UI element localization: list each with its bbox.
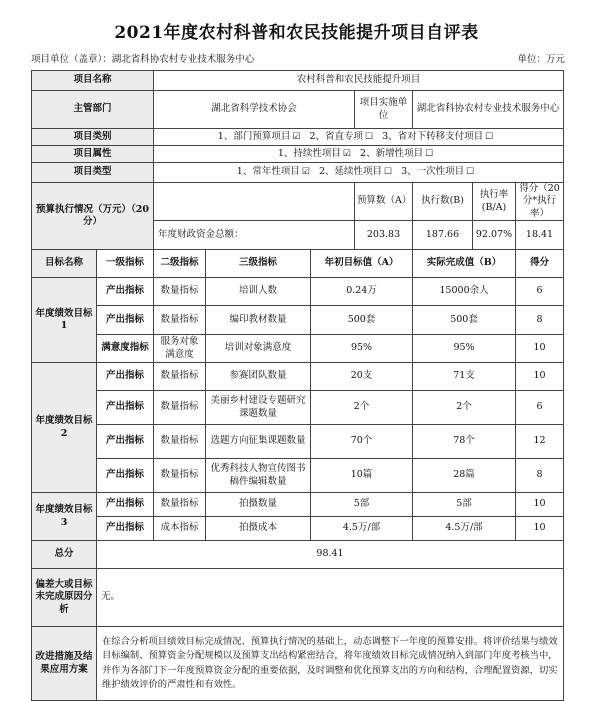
checkbox-checked-icon: ☑: [292, 131, 301, 142]
exec-value: 187.66: [413, 221, 473, 250]
checkbox-empty-icon: ☐: [485, 131, 494, 142]
indicator-lvl1: 产出指标: [97, 391, 154, 425]
indicator-lvl2: 数量指标: [154, 391, 206, 425]
type-option-1: 1、常年性项目: [236, 166, 300, 178]
table-row: [32, 363, 564, 391]
indicator-lvl2: 数量指标: [154, 278, 206, 306]
budget-row-label: 年度财政资金总额：: [154, 221, 355, 250]
improvement-text: 在综合分析项目绩效目标完成情况、预算执行情况的基础上，动态调整下一年度的预算安排。将评价结果与绩效目标编制、预算资金分配规模以及预算支出结构紧密结合，将年度绩效目标完成情况纳入到部门年度考核当中，并作为各部门下一年度预算资金分配的重要依据，及时调整和优化预算支出的方向和结构，合理配置资源，切实维护绩效评价的严肃性和有效性。: [97, 627, 564, 701]
checkbox-checked-icon: ☑: [301, 167, 310, 178]
budget-blank-cell: [154, 183, 355, 221]
row-score: 12: [516, 425, 564, 459]
table-row: [32, 335, 564, 363]
target-value: 0.24万: [311, 278, 413, 306]
goal-name: 年度绩效目标3: [32, 493, 97, 541]
target-value: 20支: [311, 363, 413, 391]
org-line: 项目单位（盖章）：湖北省科协农村专业技术服务中心: [31, 54, 255, 65]
table-row: [32, 391, 564, 425]
indicator-lvl3: 培训人数: [206, 278, 311, 306]
perf-header-actual: 实际完成值（B）: [413, 250, 516, 278]
actual-value: 71支: [413, 363, 516, 391]
impl-label: 项目实施单位: [355, 91, 413, 129]
budget-value: 203.83: [355, 221, 413, 250]
checkbox-checked-icon: ☑: [342, 148, 351, 159]
row-score: 6: [516, 278, 564, 306]
target-value: 10篇: [311, 459, 413, 493]
type-option-3: 3、一次性项目: [401, 166, 465, 178]
row-score: 10: [516, 517, 564, 541]
indicator-lvl3: 美丽乡村建设专题研究课题数量: [206, 391, 311, 425]
total-label: 总分: [32, 541, 97, 569]
score-value: 18.41: [516, 221, 564, 250]
perf-header-target: 年初目标值（A）: [311, 250, 413, 278]
indicator-lvl3: 选题方向征集课题数量: [206, 425, 311, 459]
dept-value: 湖北省科学技术协会: [154, 91, 355, 129]
total-value: 98.41: [97, 541, 564, 569]
table-row: [32, 493, 564, 517]
row-score: 10: [516, 363, 564, 391]
target-value: 95%: [311, 335, 413, 363]
form-title: 2021年度农村科普和农民技能提升项目自评表: [114, 23, 479, 43]
indicator-lvl1: 产出指标: [97, 517, 154, 541]
type-label: 项目类型: [32, 163, 154, 183]
indicator-lvl3: 拍摄数量: [206, 493, 311, 517]
perf-header-lvl3: 三级指标: [206, 250, 311, 278]
table-row: [32, 425, 564, 459]
goal-name: 年度绩效目标2: [32, 363, 97, 493]
checkbox-empty-icon: ☐: [466, 167, 475, 178]
perf-header-goal: 目标名称: [32, 250, 97, 278]
indicator-lvl3: 拍摄成本: [206, 517, 311, 541]
budget-label: 预算执行情况（万元）（20分）: [32, 183, 154, 250]
table-row: [32, 306, 564, 335]
indicator-lvl2: 数量指标: [154, 493, 206, 517]
actual-value: 95%: [413, 335, 516, 363]
perf-header-score: 得分: [516, 250, 564, 278]
target-value: 500套: [311, 306, 413, 335]
attribute-option-2: 2、新增性项目: [360, 147, 424, 159]
target-value: 2个: [311, 391, 413, 425]
actual-value: 5部: [413, 493, 516, 517]
budget-col-score: 得分（20分*执行率）: [516, 183, 564, 221]
budget-col-budget: 预算数（A）: [355, 183, 413, 221]
row-score: 8: [516, 459, 564, 493]
type-options: [154, 163, 564, 183]
indicator-lvl1: 产出指标: [97, 306, 154, 335]
actual-value: 2个: [413, 391, 516, 425]
indicator-lvl1: 满意度指标: [97, 335, 154, 363]
dept-label: 主管部门: [32, 91, 154, 129]
improvement-label: 改进措施及结果应用方案: [32, 627, 97, 701]
budget-col-exec: 执行数(B): [413, 183, 473, 221]
indicator-lvl3: 参赛团队数量: [206, 363, 311, 391]
attribute-label: 项目属性: [32, 146, 154, 163]
impl-value: 湖北省科协农村专业技术服务中心: [413, 91, 564, 129]
goal-name: 年度绩效目标1: [32, 278, 97, 363]
indicator-lvl3: 培训对象满意度: [206, 335, 311, 363]
row-score: 10: [516, 335, 564, 363]
checkbox-empty-icon: ☐: [425, 148, 434, 159]
project-name: 农村科普和农民技能提升项目: [154, 71, 564, 91]
indicator-lvl1: 产出指标: [97, 278, 154, 306]
indicator-lvl2: 数量指标: [154, 459, 206, 493]
unit-line: 单位：万元: [517, 54, 565, 65]
actual-value: 78个: [413, 425, 516, 459]
indicator-lvl3: 编印教材数量: [206, 306, 311, 335]
indicator-lvl1: 产出指标: [97, 425, 154, 459]
actual-value: 15000余人: [413, 278, 516, 306]
target-value: 4.5万/部: [311, 517, 413, 541]
deviation-label: 偏差大或目标未完成原因分析: [32, 569, 97, 627]
row-score: 10: [516, 493, 564, 517]
evaluation-table: [31, 70, 564, 701]
category-options: [154, 129, 564, 146]
target-value: 70个: [311, 425, 413, 459]
row-score: 6: [516, 391, 564, 425]
deviation-text: 无。: [97, 569, 564, 627]
indicator-lvl1: 产出指标: [97, 459, 154, 493]
checkbox-empty-icon: ☐: [384, 167, 393, 178]
table-row: [32, 278, 564, 306]
indicator-lvl2: 数量指标: [154, 363, 206, 391]
indicator-lvl3: 优秀科技人物宣传图书稿件编辑数量: [206, 459, 311, 493]
indicator-lvl1: 产出指标: [97, 493, 154, 517]
indicator-lvl2: 数量指标: [154, 306, 206, 335]
attribute-options: [154, 146, 564, 163]
indicator-lvl2: 服务对象满意度: [154, 335, 206, 363]
actual-value: 4.5万/部: [413, 517, 516, 541]
category-option-2: 2、省直专项: [309, 130, 363, 142]
budget-col-rate: 执行率(B/A): [473, 183, 516, 221]
attribute-option-1: 1、持续性项目: [277, 147, 341, 159]
checkbox-empty-icon: ☐: [365, 131, 374, 142]
actual-value: 28篇: [413, 459, 516, 493]
category-label: 项目类别: [32, 129, 154, 146]
rate-value: 92.07%: [473, 221, 516, 250]
target-value: 5部: [311, 493, 413, 517]
indicator-lvl2: 数量指标: [154, 425, 206, 459]
category-option-1: 1、部门预算项目: [217, 130, 291, 142]
type-option-2: 2、延续性项目: [318, 166, 382, 178]
project-name-label: 项目名称: [32, 71, 154, 91]
perf-header-lvl2: 二级指标: [154, 250, 206, 278]
indicator-lvl2: 成本指标: [154, 517, 206, 541]
perf-header-lvl1: 一级指标: [97, 250, 154, 278]
table-row: [32, 459, 564, 493]
category-option-3: 3、省对下转移支付项目: [382, 130, 484, 142]
actual-value: 500套: [413, 306, 516, 335]
table-row: [32, 517, 564, 541]
indicator-lvl1: 产出指标: [97, 363, 154, 391]
row-score: 8: [516, 306, 564, 335]
